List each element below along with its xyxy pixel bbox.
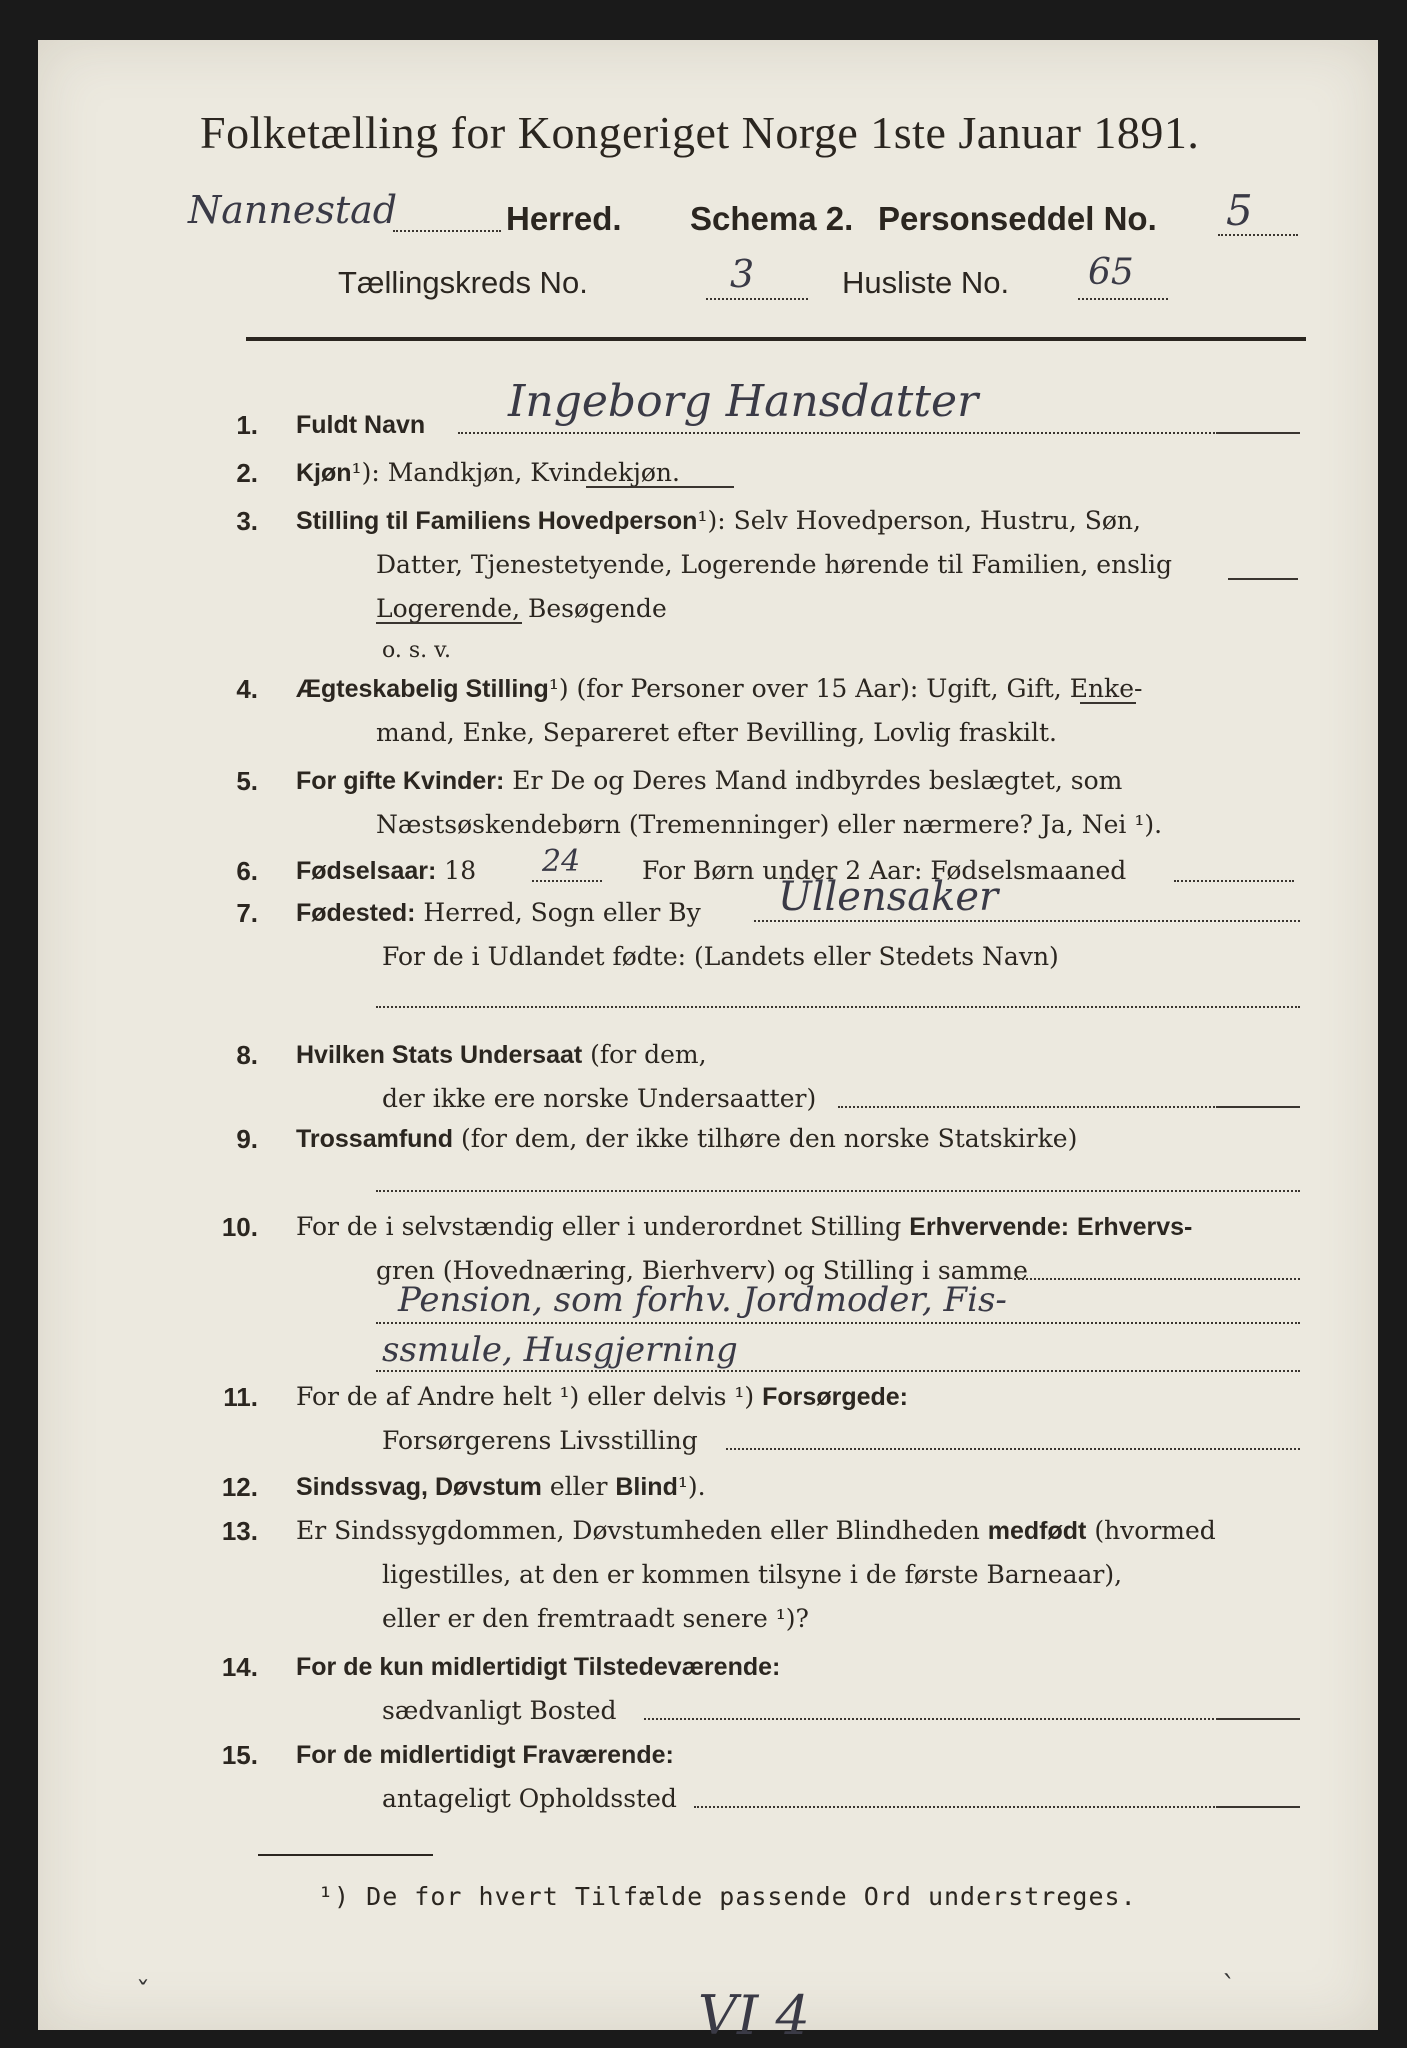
- q7-foreign-dots: [376, 1006, 1300, 1008]
- q15-line2: antageligt Opholdssted: [382, 1784, 677, 1813]
- q8-line2: der ikke ere norske Undersaatter): [382, 1084, 817, 1113]
- q3-number: 3.: [236, 506, 258, 536]
- q7-number: 7.: [236, 898, 258, 928]
- husliste-number: 65: [1088, 252, 1134, 293]
- q14-line1: For de kun midlertidigt Tilstedeværende:: [296, 1653, 781, 1681]
- q3-line2: Datter, Tjenestetyende, Logerende hørende til Familien, enslig: [376, 550, 1173, 579]
- q2-text: Kjøn¹): Mandkjøn, Kvindekjøn.: [296, 458, 680, 487]
- q6-text2: For Børn under 2 Aar: Fødselsmaaned: [642, 856, 1127, 885]
- personseddel-dots: [1218, 234, 1298, 236]
- q4-line1: Ægteskabelig Stilling¹) (for Personer over 15 Aar): Ugift, Gift, Enke-: [296, 674, 1143, 703]
- q10-answer2-dots: [376, 1370, 1300, 1372]
- q8-dash: [1218, 1106, 1300, 1108]
- q6-answer: 24: [542, 844, 581, 879]
- q10-line2-dots: [1014, 1278, 1300, 1280]
- herred-dots: [393, 230, 501, 232]
- personseddel-number: 5: [1226, 186, 1253, 235]
- q7-line2: For de i Udlandet fødte: (Landets eller Stedets Navn): [382, 942, 1059, 971]
- q2-number: 2.: [236, 458, 258, 488]
- q14-number: 14.: [221, 1652, 258, 1682]
- q6-year-dots: [532, 880, 602, 882]
- footnote-rule: [258, 1854, 433, 1856]
- corner-tick-left: ˇ: [136, 1976, 150, 2009]
- q14-line2: sædvanligt Bosted: [382, 1696, 617, 1725]
- q4-line2: mand, Enke, Separeret efter Bevilling, Lovlig fraskilt.: [376, 718, 1057, 747]
- q3-line1: Stilling til Familiens Hovedperson¹): Selv Hovedperson, Hustru, Søn,: [296, 506, 1141, 535]
- husliste-dots: [1078, 298, 1168, 300]
- q13-line2: ligestilles, at den er kommen tilsyne i de første Barneaar),: [382, 1560, 1123, 1589]
- q1-label: Fuldt Navn: [296, 411, 426, 439]
- q11-number: 11.: [223, 1382, 258, 1412]
- q5-number: 5.: [236, 766, 258, 796]
- q4-underline-ugift: [1080, 702, 1136, 704]
- q12-line1: Sindssvag, Døvstum eller Blind¹).: [296, 1472, 706, 1501]
- q8-dots: [838, 1106, 1218, 1108]
- q10-answer2: ssmule, Husgjerning: [382, 1330, 738, 1370]
- q11-line2: Forsørgerens Livsstilling: [382, 1426, 698, 1455]
- herred-label: Herred.: [506, 200, 622, 237]
- q11-dots: [726, 1448, 1300, 1450]
- corner-tick-right: ˋ: [1222, 1970, 1236, 2003]
- form-title: Folketælling for Kongeriget Norge 1ste Januar 1891.: [200, 107, 1200, 158]
- q15-number: 15.: [221, 1740, 258, 1770]
- herred-name: Nannestad: [188, 188, 398, 232]
- q13-line3: eller er den fremtraadt senere ¹)?: [382, 1604, 809, 1633]
- header-rule: [246, 337, 1306, 341]
- q10-answer-dots: [376, 1322, 1300, 1324]
- q6-label: Fødselsaar: 18: [296, 856, 477, 885]
- q3-line4: o. s. v.: [382, 638, 451, 663]
- q9-dots: [376, 1190, 1300, 1192]
- q7-answer: Ullensaker: [778, 874, 999, 920]
- q8-line1: Hvilken Stats Undersaat (for dem,: [296, 1040, 707, 1069]
- q4-number: 4.: [236, 674, 258, 704]
- q14-dots: [644, 1718, 1218, 1720]
- q7-label: Fødested: Herred, Sogn eller By: [296, 898, 701, 927]
- archive-stamp: VI 4: [698, 1984, 810, 2047]
- personseddel-label: Personseddel No.: [878, 200, 1157, 237]
- q3-underline-enslig: [1228, 578, 1298, 580]
- kreds-dots: [706, 298, 808, 300]
- q1-answer: Ingeborg Hansdatter: [508, 376, 979, 427]
- schema-label: Schema 2.: [690, 200, 854, 237]
- q11-line1: For de af Andre helt ¹) eller delvis ¹) Forsørgede:: [296, 1382, 908, 1411]
- q10-number: 10.: [221, 1212, 258, 1242]
- q13-number: 13.: [221, 1516, 258, 1546]
- q14-dash: [1218, 1718, 1300, 1720]
- kreds-label: Tællingskreds No.: [338, 265, 588, 300]
- q13-line1: Er Sindssygdommen, Døvstumheden eller Blindheden medfødt (hvormed: [296, 1516, 1216, 1545]
- q9-number: 9.: [236, 1124, 258, 1154]
- q5-line1: For gifte Kvinder: Er De og Deres Mand indbyrdes beslægtet, som: [296, 766, 1123, 795]
- q1-dash: [1218, 432, 1300, 434]
- q2-underline: [586, 486, 734, 488]
- q3-line3: Logerende, Besøgende: [376, 594, 667, 623]
- q12-number: 12.: [221, 1472, 258, 1502]
- q10-line2: gren (Hovednæring, Bierhverv) og Stilling i samme: [376, 1256, 1028, 1285]
- q15-line1: For de midlertidigt Fraværende:: [296, 1741, 674, 1769]
- q8-number: 8.: [236, 1040, 258, 1070]
- q5-line2: Næstsøskendebørn (Tremenninger) eller nærmere? Ja, Nei ¹).: [376, 810, 1163, 839]
- q15-dots: [694, 1806, 1218, 1808]
- q7-dots: [754, 920, 1300, 922]
- q10-answer: Pension, som forhv. Jordmoder, Fis-: [398, 1280, 1007, 1320]
- q1-dots: [458, 432, 1218, 434]
- husliste-label: Husliste No.: [842, 265, 1010, 300]
- q15-dash: [1218, 1806, 1300, 1808]
- q6-number: 6.: [236, 856, 258, 886]
- q6-month-dots: [1174, 880, 1294, 882]
- q3-underline-logerende: [376, 622, 522, 624]
- q1-number: 1.: [236, 410, 258, 440]
- footnote: ¹) De for hvert Tilfælde passende Ord understreges.: [318, 1882, 1137, 1911]
- q10-line1: For de i selvstændig eller i underordnet Stilling Erhvervende: Erhvervs-: [296, 1212, 1193, 1241]
- q9-line1: Trossamfund (for dem, der ikke tilhøre den norske Statskirke): [296, 1124, 1078, 1153]
- kreds-number: 3: [730, 252, 755, 296]
- census-form-page: [38, 40, 1378, 2047]
